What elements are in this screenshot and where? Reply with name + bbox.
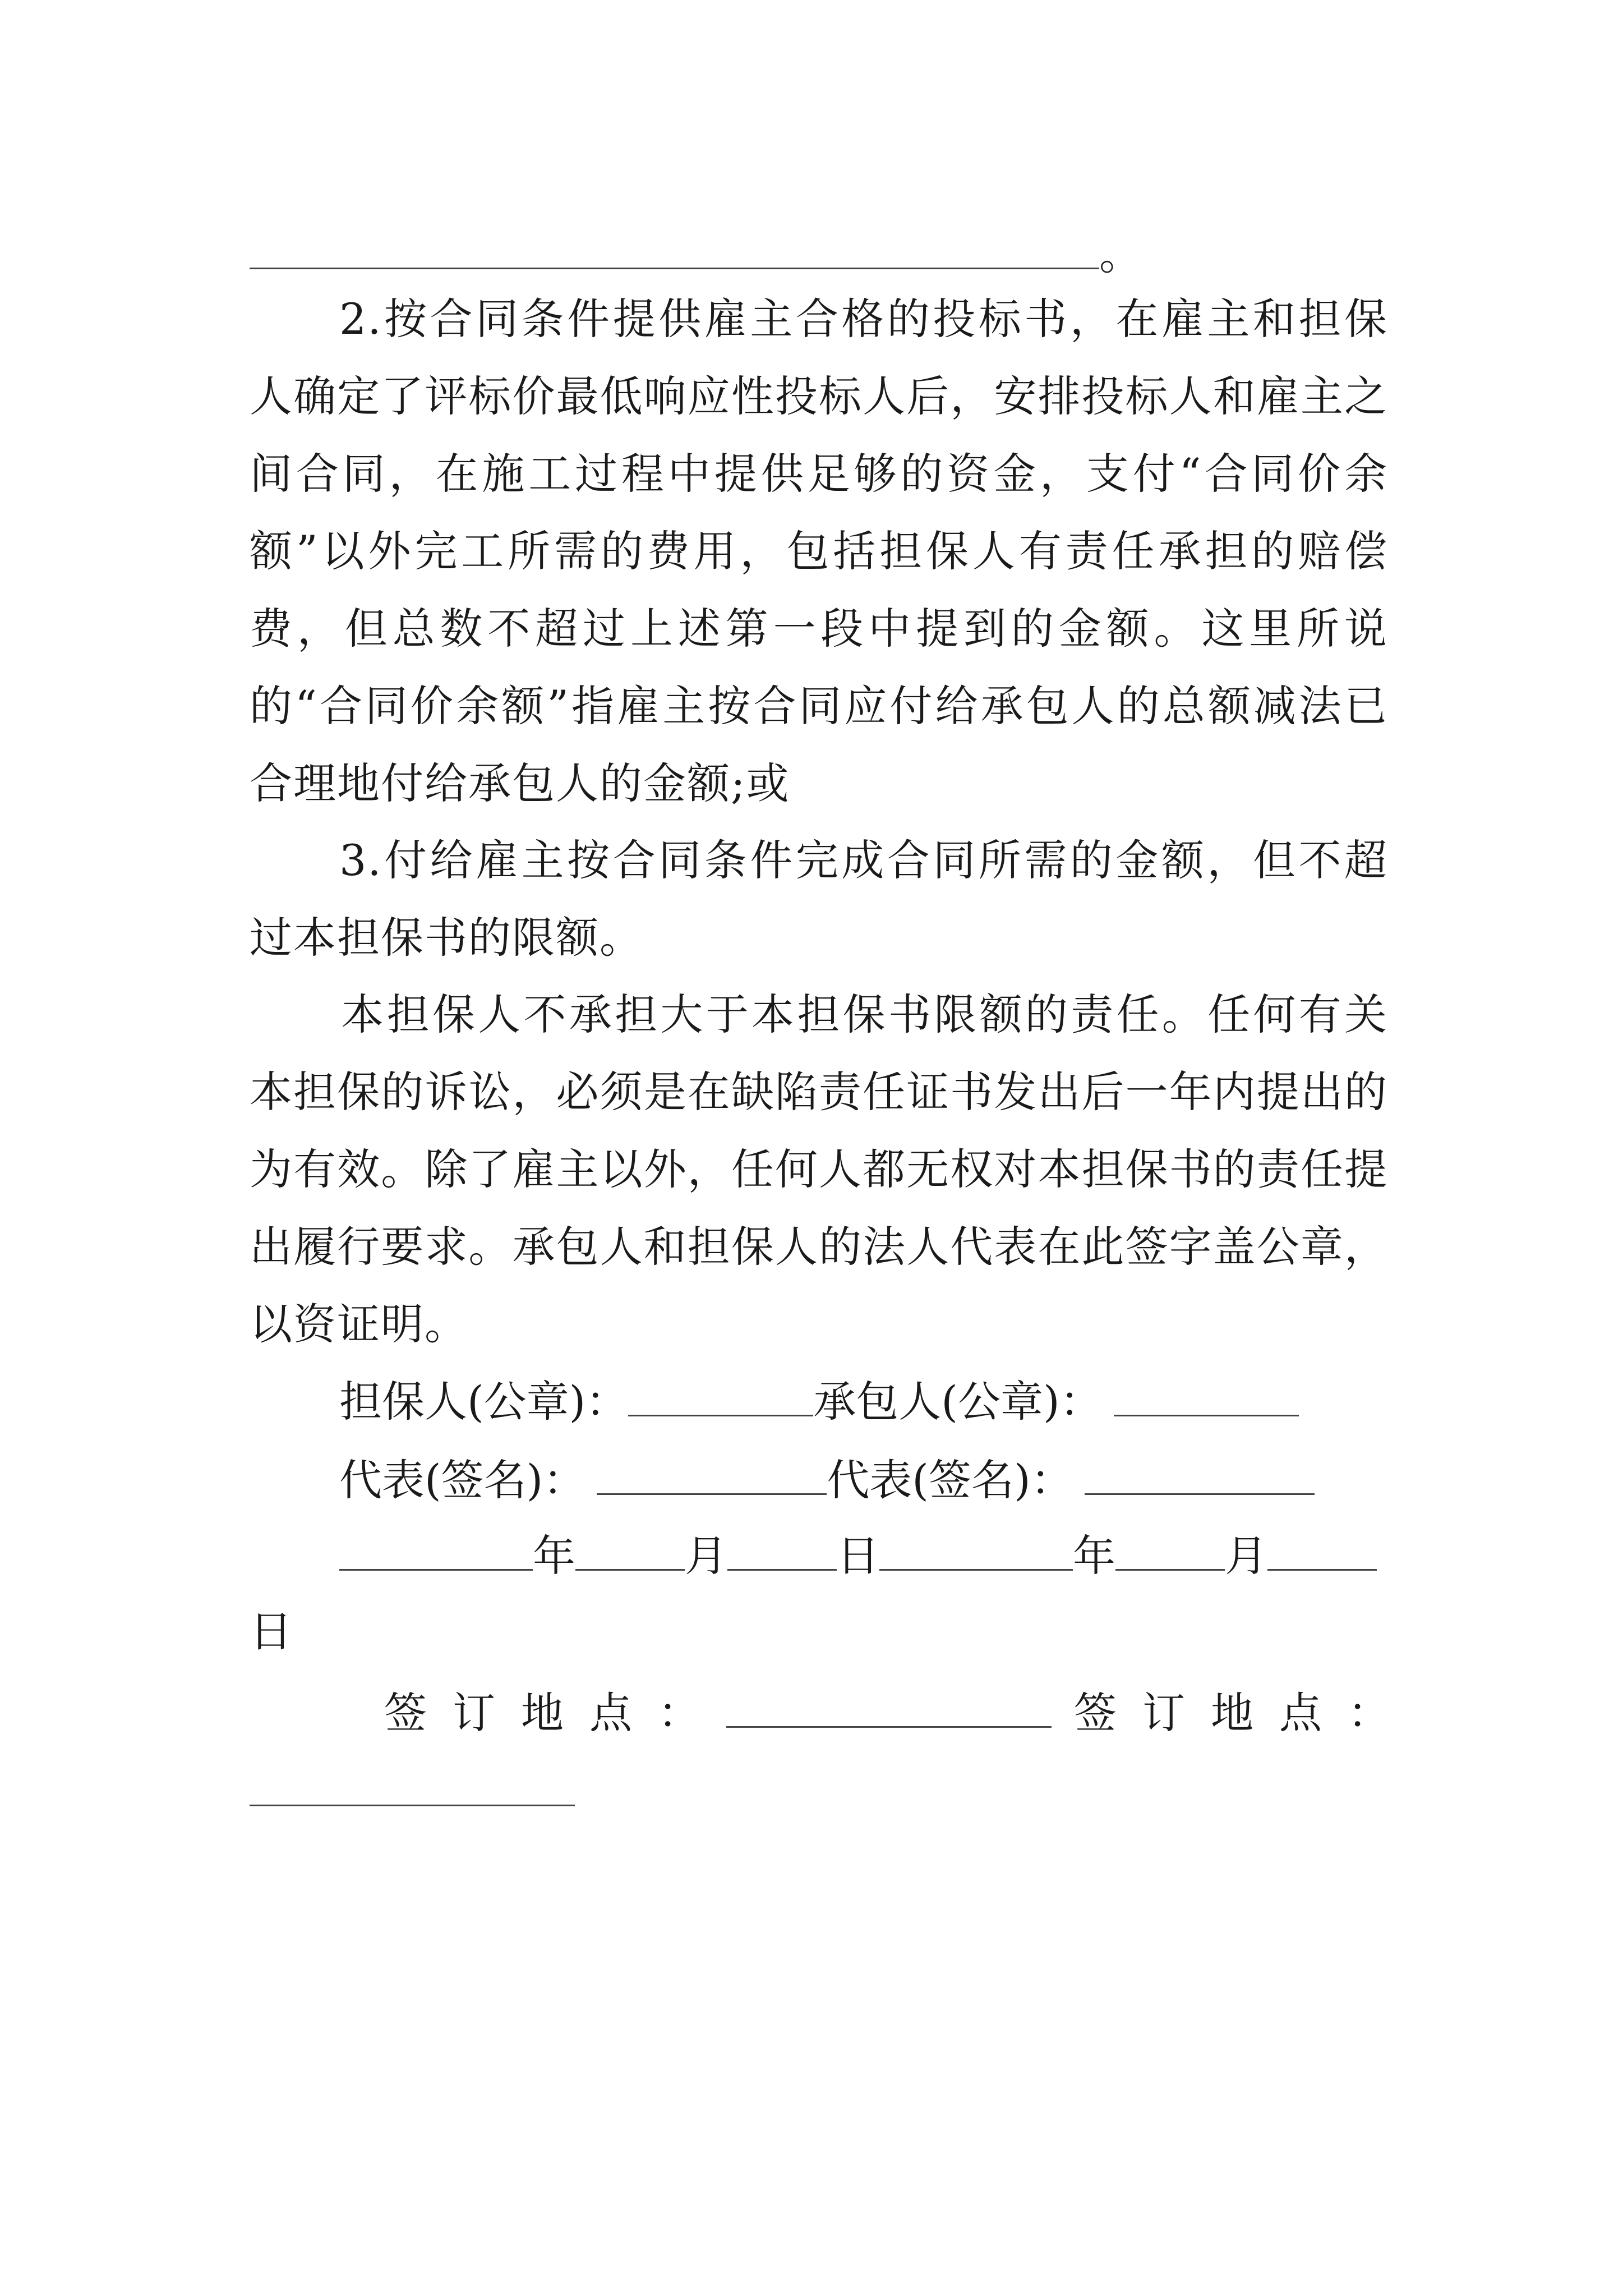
date-line-wrap [250,1593,292,1671]
place-blank-1[interactable] [726,1690,1052,1728]
day-label-2: 日 [250,1607,292,1657]
month-label-2: 月 [1225,1531,1267,1581]
guarantor-seal-label: 担保人(公章)： [339,1377,629,1427]
item-3-text: 3.付给雇主按合同条件完成合同所需的金额，但不超过本担保书的限额。 [250,835,1388,963]
year-blank-1[interactable] [339,1533,533,1571]
month-blank-2[interactable] [1115,1533,1225,1571]
date-line [339,1517,1377,1595]
contractor-seal-blank[interactable] [1114,1379,1299,1416]
contractor-rep-blank[interactable] [1085,1457,1315,1495]
guarantor-seal-blank[interactable] [628,1379,813,1416]
signing-place-wrap [250,1753,575,1830]
signing-place-line [384,1674,1416,1752]
item-3-paragraph [250,822,1388,977]
item-2-paragraph [250,280,1388,822]
item-2-text: 2.按合同条件提供雇主合格的投标书，在雇主和担保人确定了评标价最低响应性投标人后，安排投标人和雇主之间合同，在施工过程中提供足够的资金，支付“合同价余额”以外完工所需的费用，包括担保人有责任承担的赔偿费，但总数不超过上述第一段中提到的金额。这里所说的“合同价余额”指雇主按合同应付给承包人的总额减法已合理地付给承包人的金额;或 [250,294,1388,808]
fill-in-blank[interactable] [250,232,1099,269]
place-blank-2[interactable] [250,1769,575,1806]
year-label-2: 年 [1073,1531,1115,1581]
period-mark: 。 [1099,229,1142,279]
liability-text: 本担保人不承担大于本担保书限额的责任。任何有关本担保的诉讼，必须是在缺陷责任证书发出后一年内提出的为有效。除了雇主以外，任何人都无权对本担保书的责任提出履行要求。承包人和担保人的法人代表在此签字盖公章，以资证明。 [250,990,1388,1349]
guarantor-rep-label: 代表(签名)： [339,1455,586,1505]
contractor-rep-label: 代表(签名)： [827,1455,1073,1505]
year-blank-2[interactable] [879,1533,1073,1571]
place-label-2: 签订地点： [1074,1688,1416,1738]
place-label-1: 签订地点： [384,1688,726,1738]
seal-line [339,1363,1299,1441]
day-blank-1[interactable] [727,1533,837,1571]
liability-paragraph [250,976,1388,1363]
contractor-seal-label: 承包人(公章)： [813,1377,1103,1427]
day-blank-2[interactable] [1267,1533,1377,1571]
day-label-1: 日 [837,1531,879,1581]
month-blank-1[interactable] [575,1533,685,1571]
year-label-1: 年 [533,1531,575,1581]
guarantor-rep-blank[interactable] [597,1457,827,1495]
month-label-1: 月 [685,1531,727,1581]
representative-line [339,1442,1315,1519]
